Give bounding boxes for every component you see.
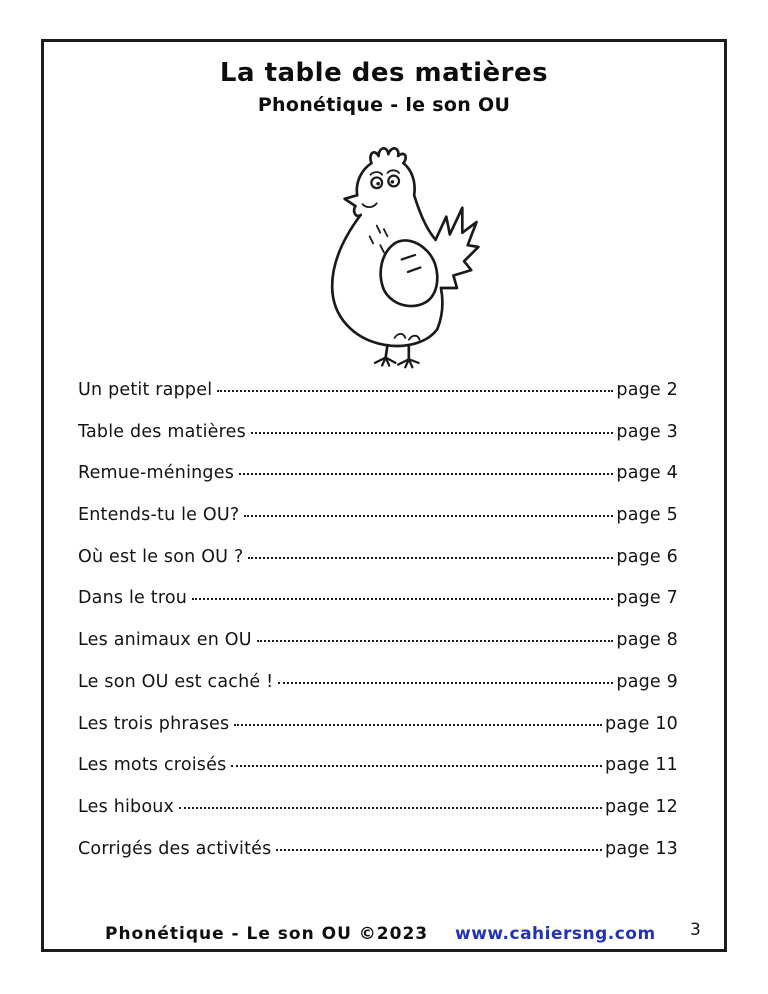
toc-entry-page: page 7 (616, 588, 678, 609)
toc-row (78, 463, 678, 505)
toc-entry-page: page 4 (616, 463, 678, 484)
toc-row (78, 672, 678, 714)
toc-row (78, 714, 678, 756)
toc-entry-page: page 5 (616, 505, 678, 526)
dotted-leader (192, 598, 613, 600)
page-title: La table des matières (219, 58, 549, 88)
footer-page-number: 3 (690, 920, 701, 940)
page-subtitle: Phonétique - le son OU (257, 94, 511, 116)
toc-entry-label: Un petit rappel (78, 380, 213, 400)
toc-row (78, 505, 678, 547)
hen-illustration (295, 140, 487, 370)
dotted-leader (179, 807, 602, 809)
table-of-contents (78, 380, 678, 880)
toc-entry-page: page 2 (616, 380, 678, 400)
toc-entry-label: Les hiboux (78, 796, 175, 817)
toc-entry-page: page 6 (616, 546, 678, 567)
dotted-leader (248, 557, 613, 559)
toc-row (78, 755, 678, 797)
dotted-leader (278, 682, 613, 684)
toc-entry-page: page 10 (605, 713, 678, 734)
toc-row (78, 422, 678, 464)
toc-entry-page: page 13 (605, 838, 678, 859)
toc-entry-page: page 9 (616, 671, 678, 692)
toc-row (78, 630, 678, 672)
toc-row (78, 839, 678, 881)
toc-entry-label: Entends-tu le OU? (78, 505, 240, 526)
toc-entry-page: page 3 (616, 421, 678, 442)
dotted-leader (276, 849, 602, 851)
toc-entry-page: page 11 (605, 755, 678, 776)
toc-entry-label: Remue-méninges (78, 463, 235, 484)
dotted-leader (217, 390, 613, 392)
toc-row (78, 380, 678, 422)
toc-entry-label: Table des matières (78, 421, 246, 442)
toc-entry-label: Les trois phrases (78, 713, 230, 734)
dotted-leader (234, 724, 602, 726)
toc-entry-label: Corrigés des activités (78, 838, 272, 859)
toc-row (78, 588, 678, 630)
dotted-leader (244, 515, 613, 517)
toc-entry-label: Les mots croisés (78, 755, 227, 776)
footer-booklet-title: Phonétique - Le son OU ©2023 (105, 924, 429, 944)
dotted-leader (231, 765, 602, 767)
toc-entry-label: Le son OU est caché ! (78, 671, 274, 692)
toc-entry-label: Dans le trou (78, 588, 188, 609)
toc-entry-label: Les animaux en OU (78, 630, 252, 651)
toc-entry-label: Où est le son OU ? (78, 546, 244, 567)
dotted-leader (239, 473, 613, 475)
dotted-leader (251, 432, 613, 434)
footer-website-link[interactable]: www.cahiersng.com (455, 924, 656, 944)
toc-row (78, 547, 678, 589)
toc-entry-page: page 12 (605, 796, 678, 817)
dotted-leader (257, 640, 614, 642)
toc-entry-page: page 8 (616, 630, 678, 651)
toc-row (78, 797, 678, 839)
